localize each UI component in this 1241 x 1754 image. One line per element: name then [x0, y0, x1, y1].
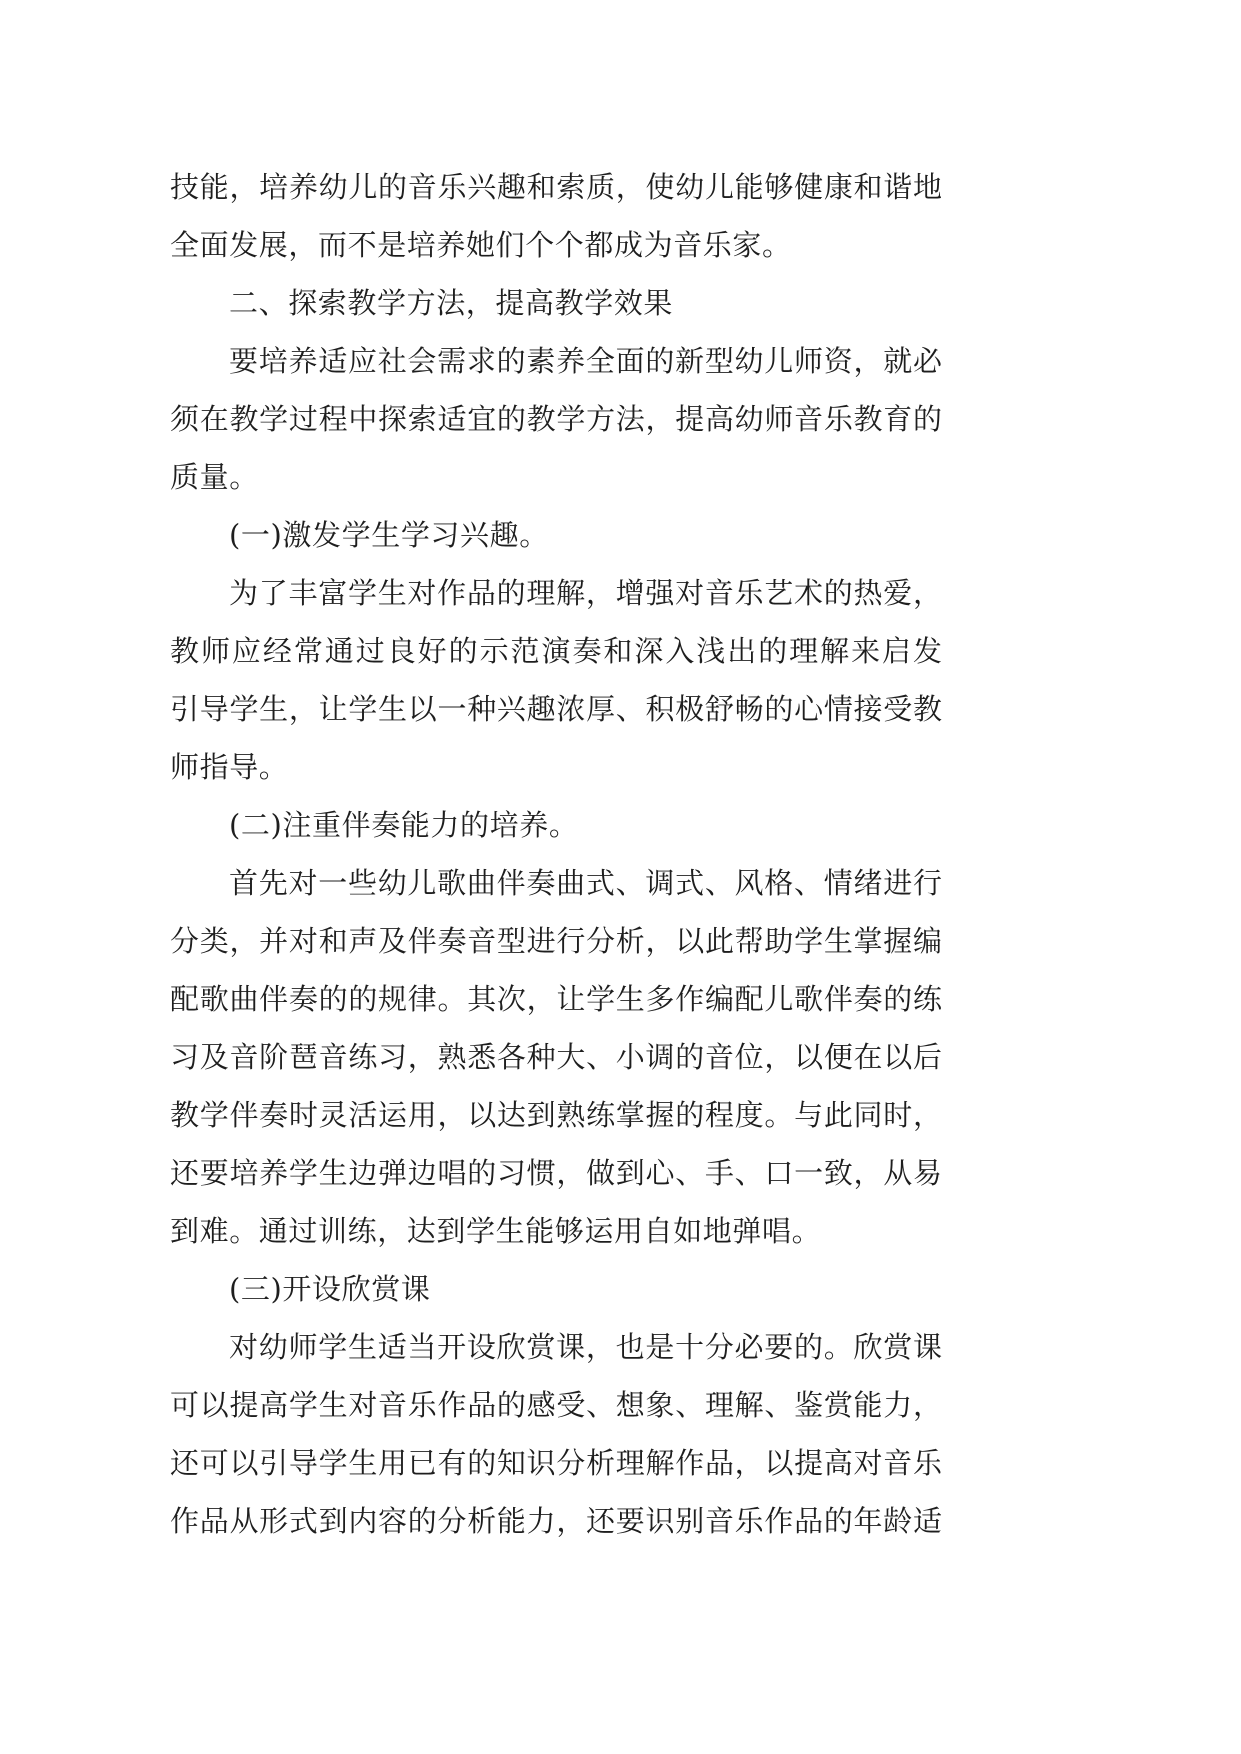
text-line: 须在教学过程中探索适宜的教学方法，提高幼师音乐教育的	[170, 402, 942, 436]
text-line: 到难。通过训练，达到学生能够运用自如地弹唱。	[170, 1214, 822, 1248]
text-line: 作品从形式到内容的分析能力，还要识别音乐作品的年龄适	[170, 1504, 942, 1538]
text-line: 要培养适应社会需求的素养全面的新型幼儿师资，就必	[229, 344, 942, 378]
text-line: 还可以引导学生用已有的知识分析理解作品，以提高对音乐	[170, 1446, 942, 1480]
text-line: 质量。	[170, 460, 259, 494]
heading-line: (一)激发学生学习兴趣。	[229, 518, 549, 552]
text-line: 教学伴奏时灵活运用，以达到熟练掌握的程度。与此同时，	[170, 1098, 942, 1132]
text-line: 还要培养学生边弹边唱的习惯，做到心、手、口一致，从易	[170, 1156, 942, 1190]
text-line: 分类，并对和声及伴奏音型进行分析，以此帮助学生掌握编	[170, 924, 942, 958]
heading-line: (三)开设欣赏课	[229, 1272, 431, 1306]
paragraph-continuation	[0, 158, 1241, 274]
paragraph	[0, 854, 1241, 1260]
text-line: 可以提高学生对音乐作品的感受、想象、理解、鉴赏能力，	[170, 1388, 942, 1422]
subheading-3	[0, 1260, 1241, 1318]
text-line: 技能，培养幼儿的音乐兴趣和索质，使幼儿能够健康和谐地	[170, 170, 942, 204]
text-line: 配歌曲伴奏的的规律。其次，让学生多作编配儿歌伴奏的练	[170, 982, 942, 1016]
text-line: 对幼师学生适当开设欣赏课，也是十分必要的。欣赏课	[229, 1330, 942, 1364]
text-line: 教师应经常通过良好的示范演奏和深入浅出的理解来启发	[170, 634, 942, 668]
heading-line: 二、探索教学方法，提高教学效果	[229, 286, 674, 320]
text-line: 全面发展，而不是培养她们个个都成为音乐家。	[170, 228, 792, 262]
text-line: 为了丰富学生对作品的理解，增强对音乐艺术的热爱，	[229, 576, 942, 610]
section-heading-2	[0, 274, 1241, 332]
text-line: 习及音阶琶音练习，熟悉各种大、小调的音位，以便在以后	[170, 1040, 942, 1074]
paragraph	[0, 332, 1241, 506]
paragraph	[0, 1318, 1241, 1550]
text-line: 师指导。	[170, 750, 289, 784]
heading-line: (二)注重伴奏能力的培养。	[229, 808, 579, 842]
text-line: 首先对一些幼儿歌曲伴奏曲式、调式、风格、情绪进行	[229, 866, 942, 900]
text-line: 引导学生，让学生以一种兴趣浓厚、积极舒畅的心情接受教	[170, 692, 942, 726]
subheading-2	[0, 796, 1241, 854]
subheading-1	[0, 506, 1241, 564]
paragraph	[0, 564, 1241, 796]
